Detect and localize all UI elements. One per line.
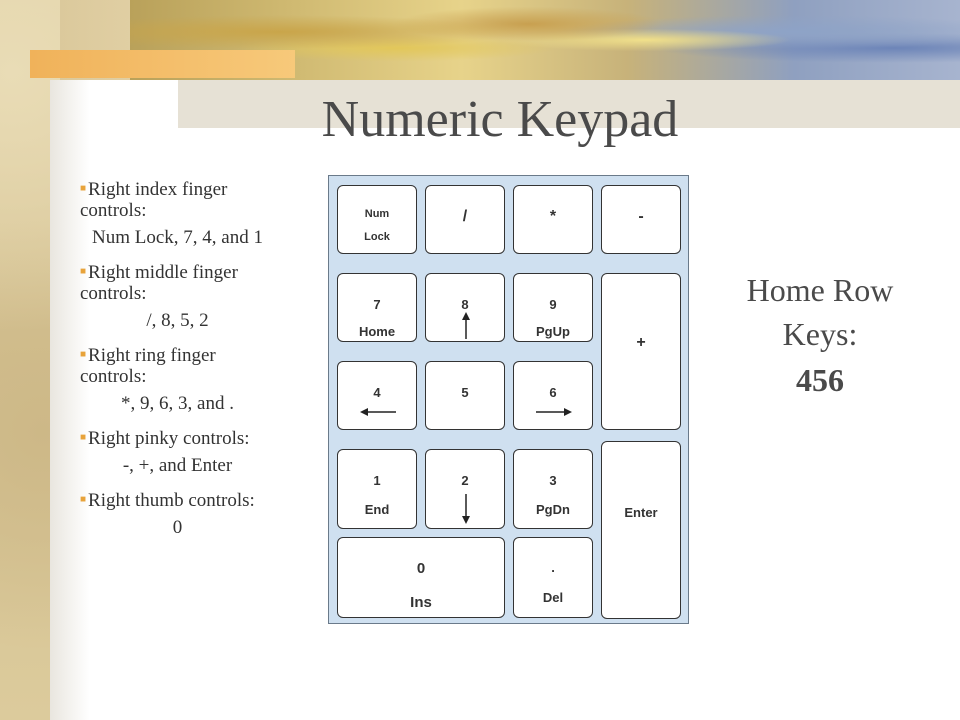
- key-sublabel: Del: [542, 590, 564, 605]
- key-sublabel: Ins: [410, 594, 432, 611]
- key-sublabel: End: [364, 502, 390, 517]
- key-label: .: [551, 560, 555, 575]
- key-label: 4: [373, 385, 381, 400]
- key-label: Num: [364, 208, 390, 220]
- key-sublabel: Home: [358, 324, 396, 339]
- key-label: 7: [373, 297, 381, 312]
- key-label: 5: [461, 385, 469, 400]
- note-bullet: [80, 344, 275, 387]
- key-label: 1: [373, 473, 381, 488]
- left-arrow-icon: [360, 405, 396, 419]
- key-label: 0: [416, 560, 426, 577]
- down-arrow-icon: [458, 494, 474, 524]
- note-detail: /, 8, 5, 2: [146, 310, 209, 331]
- note-detail: Num Lock, 7, 4, and 1: [92, 227, 263, 248]
- key-sublabel: Lock: [364, 231, 390, 243]
- note-text: Right thumb controls:: [88, 490, 255, 511]
- note-detail: 0: [172, 517, 183, 538]
- key-numlock[interactable]: [337, 185, 417, 254]
- square-bullet-icon: ■: [80, 183, 87, 194]
- key-1[interactable]: [337, 449, 417, 529]
- square-bullet-icon: ■: [80, 349, 87, 360]
- key-6[interactable]: [513, 361, 593, 430]
- finger-notes: [80, 178, 275, 551]
- note-detail: *, 9, 6, 3, and .: [121, 393, 234, 414]
- note-detail: -, +, and Enter: [122, 455, 233, 476]
- key-9[interactable]: [513, 273, 593, 342]
- note-bullet: [80, 489, 275, 511]
- numeric-keypad: [328, 175, 689, 624]
- note-bullet: [80, 178, 275, 221]
- note-text: Right index finger controls:: [80, 179, 228, 221]
- key-sublabel: PgDn: [536, 502, 570, 517]
- key-decimal[interactable]: [513, 537, 593, 618]
- note-text: Right middle finger controls:: [80, 262, 238, 304]
- key-label: 6: [549, 385, 557, 400]
- key-0[interactable]: [337, 537, 505, 618]
- note-bullet: [80, 261, 275, 304]
- key-8[interactable]: [425, 273, 505, 342]
- key-label: 2: [461, 473, 469, 488]
- key-2[interactable]: [425, 449, 505, 529]
- key-label: Enter: [624, 505, 658, 520]
- home-row-heading: Home Row Keys:: [746, 272, 894, 352]
- key-4[interactable]: [337, 361, 417, 430]
- up-arrow-icon: [458, 312, 474, 340]
- key-plus[interactable]: [601, 273, 681, 430]
- home-row-keys: 456: [796, 362, 844, 398]
- key-label: 9: [549, 297, 557, 312]
- square-bullet-icon: ■: [80, 494, 87, 505]
- key-5[interactable]: [425, 361, 505, 430]
- home-row-callout: [725, 268, 915, 399]
- key-label: /: [462, 208, 468, 225]
- note-text: Right ring finger controls:: [80, 345, 216, 387]
- square-bullet-icon: ■: [80, 266, 87, 277]
- key-multiply[interactable]: [513, 185, 593, 254]
- key-label: 8: [461, 297, 469, 312]
- key-label: *: [549, 208, 557, 225]
- right-arrow-icon: [536, 405, 572, 419]
- note-bullet: [80, 427, 275, 449]
- key-sublabel: PgUp: [536, 324, 570, 339]
- note-text: Right pinky controls:: [88, 428, 250, 449]
- key-label: 3: [549, 473, 557, 488]
- key-label: -: [638, 208, 644, 225]
- key-3[interactable]: [513, 449, 593, 529]
- key-minus[interactable]: [601, 185, 681, 254]
- decorative-band: [30, 50, 295, 78]
- key-enter[interactable]: [601, 441, 681, 619]
- key-7[interactable]: [337, 273, 417, 342]
- key-label: +: [636, 334, 646, 351]
- square-bullet-icon: ■: [80, 432, 87, 443]
- slide-title: Numeric Keypad: [321, 91, 679, 148]
- key-divide[interactable]: [425, 185, 505, 254]
